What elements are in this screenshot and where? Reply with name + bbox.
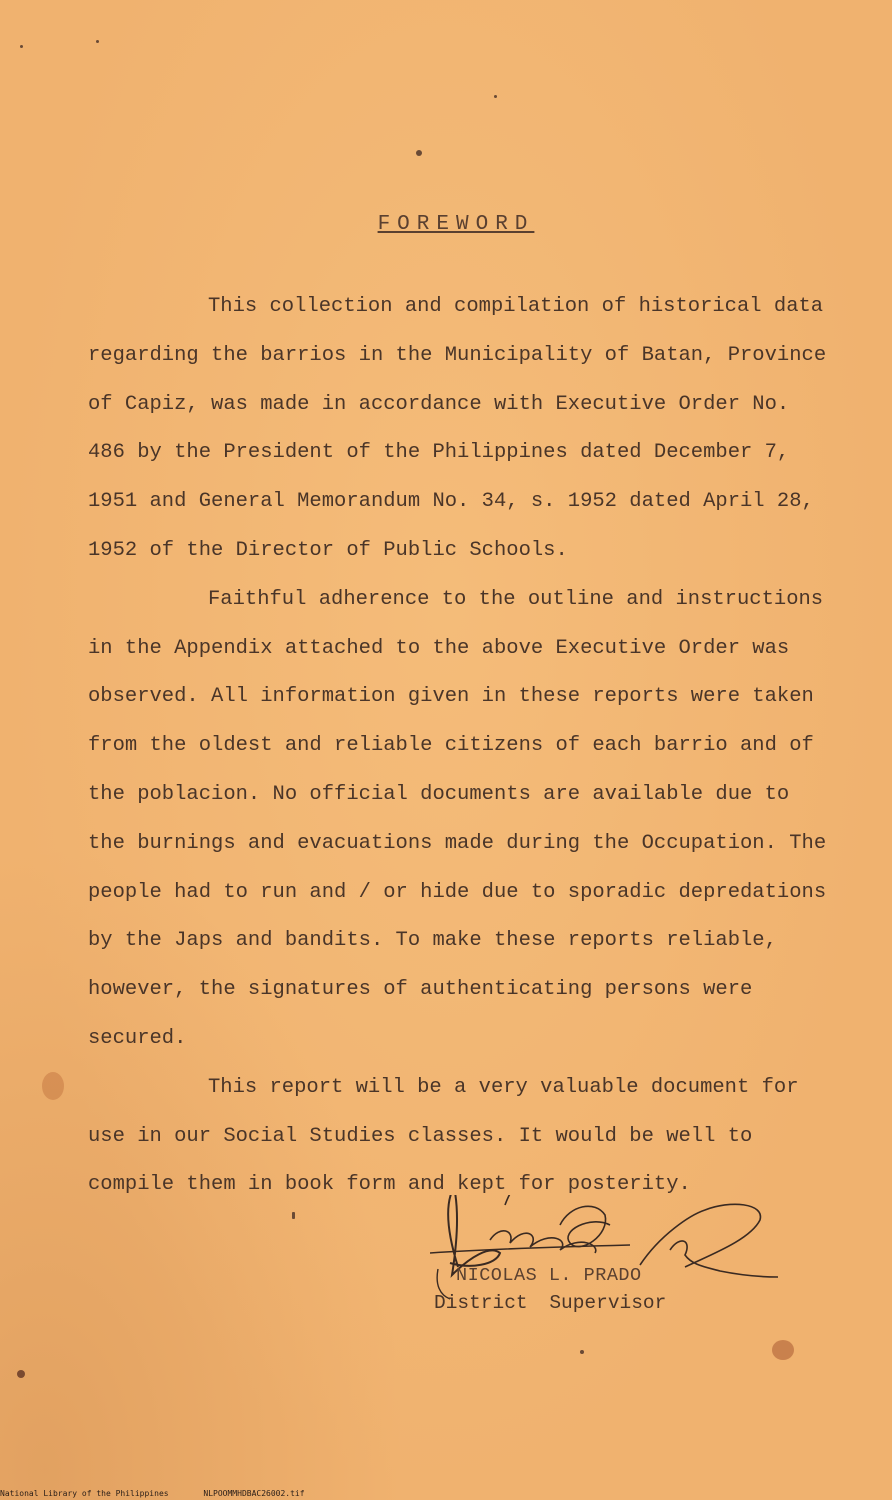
paper-stain xyxy=(772,1340,794,1360)
archive-footer xyxy=(0,1489,335,1498)
paper-speck xyxy=(96,40,99,43)
signature-block xyxy=(430,1195,810,1325)
paper-stain xyxy=(42,1072,64,1100)
paper-speck xyxy=(580,1350,584,1354)
foreword-paragraph-3: This report will be a very valuable document for use in our Social Studies classes. It would be well to compile them in book form and kept for posterity. xyxy=(88,1075,799,1197)
paper-speck xyxy=(416,150,422,156)
signatory-title: District Supervisor xyxy=(434,1292,667,1314)
paper-speck xyxy=(20,45,23,48)
foreword-paragraph-1: This collection and compilation of historical data regarding the barrios in the Municipality of Batan, Province of Capiz, was made in accordance with Executive Order No. 486 by the President of the Philippines dated December 7, 1951 and General Memorandum No. 34, s. 1952 dated April 28, 1952 of the Director of Public Schools. xyxy=(88,295,827,562)
paper-speck xyxy=(17,1370,25,1378)
foreword-paragraph-2: Faithful adherence to the outline and instructions in the Appendix attached to the above Executive Order was observed. All information given in these reports were taken from the oldest and reliable citizens of each barrio and of the poblacion. No official documents are available due to the burnings and evacuations made during the Occupation. The people had to run and / or hide due to sporadic depredations by the Japs and bandits. To make these reports reliable, however, the signatures of authenticating persons were secured. xyxy=(88,587,827,1050)
paper-speck xyxy=(494,95,497,98)
page-title: FOREWORD xyxy=(377,213,535,236)
signatory-name: NICOLAS L. PRADO xyxy=(456,1265,642,1286)
foreword-body xyxy=(88,283,828,1210)
footer-library: National Library of the Philippines xyxy=(0,1489,169,1498)
paper-speck xyxy=(292,1212,295,1219)
handwritten-signature xyxy=(430,1195,790,1305)
footer-file-id: NLPOOMMHDBAC26002.tif xyxy=(203,1489,305,1498)
